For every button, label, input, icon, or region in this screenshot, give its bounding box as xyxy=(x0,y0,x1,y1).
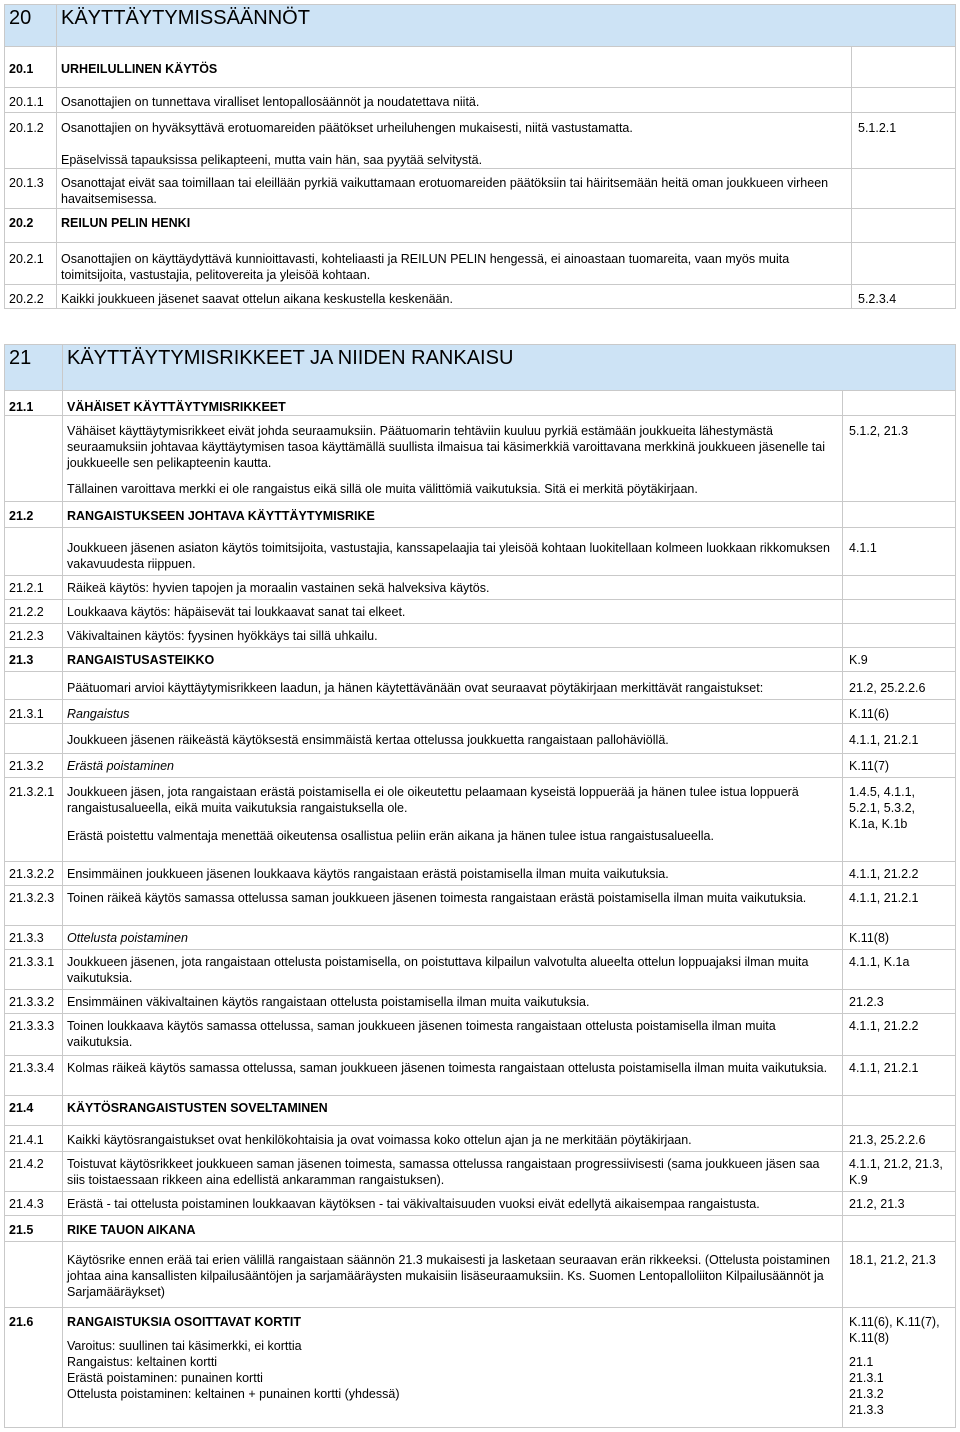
subsection-number: 21.1 xyxy=(5,391,63,416)
rule-number: 21.3.2.1 xyxy=(5,778,63,862)
rule-text xyxy=(63,1308,843,1428)
section-number: 20 xyxy=(5,5,57,47)
rule-reference: K.11(6) xyxy=(843,700,956,724)
rule-text-line: Vähäiset käyttäytymisrikkeet eivät johda seuraamuksiin. Päätuomarin tehtäviin kuuluu pyrkiä estämään joukkueita lähestymästä seuraamuksiin johtavaa käyttäytymisen tasoa käyttämällä suullista ilmaisua tai käsimerkkiä varoittavana merkkinä joukkueen jäsenelle tai joukkueelle sen pelikapteenin kautta. xyxy=(67,424,825,470)
rule-reference: 5.2.3.4 xyxy=(852,285,956,309)
rule-row xyxy=(5,169,956,209)
rule-reference-line: K.11(6), K.11(7), xyxy=(849,1315,940,1329)
rule-text: Käytösrike ennen erää tai erien välillä rangaistaan säännön 21.3 mukaisesti ja lasketaan seuraavan erän rikkeeksi. (Ottelusta poistaminen johtaa aina kansallisten kilpailusääntöjen ja sarjamääräysten mukaisiin lisäseuraamuksiin. Ks. Suomen Lentopalloliiton Kilpailusäännöt ja Sarjamääräykset) xyxy=(63,1242,843,1308)
section-title: KÄYTTÄYTYMISSÄÄNNÖT xyxy=(57,5,956,47)
rule-number: 21.4.2 xyxy=(5,1152,63,1192)
rule-text: Ensimmäinen väkivaltainen käytös rangaistaan ottelusta poistamisella ilman muita vaikutuksia. xyxy=(63,990,843,1014)
rule-reference-line: 21.1 xyxy=(849,1355,874,1369)
rule-row xyxy=(5,285,956,309)
rule-row xyxy=(5,672,956,700)
rule-text: Joukkueen jäsenen, jota rangaistaan ottelusta poistamisella, on poistuttava kilpailun valvotulta alueelta ottelun loppuajaksi ilman muita vaikutuksia. xyxy=(63,950,843,990)
rule-text: Päätuomari arvioi käyttäytymisrikkeen laadun, ja hänen käytettävänään ovat seuraavat pöytäkirjaan merkittävät rangaistukset: xyxy=(63,672,843,700)
rule-number: 21.3.2.3 xyxy=(5,886,63,926)
subsection-title: URHEILULLINEN KÄYTÖS xyxy=(57,47,852,88)
rule-row xyxy=(5,88,956,113)
rule-row xyxy=(5,1192,956,1216)
rule-reference xyxy=(843,1308,956,1428)
rule-text: Osanottajien on tunnettava viralliset lentopallosäännöt ja noudatettava niitä. xyxy=(57,88,852,113)
rule-number: 20.2.2 xyxy=(5,285,57,309)
rule-number: 21.3.3 xyxy=(5,926,63,950)
rule-row xyxy=(5,1152,956,1192)
rule-row xyxy=(5,113,956,169)
rule-number: 21.3.3.1 xyxy=(5,950,63,990)
rule-reference-line: 21.3.3 xyxy=(849,1403,884,1417)
rule-row xyxy=(5,754,956,778)
rule-row xyxy=(5,243,956,285)
rule-reference: 4.1.1, 21.2.2 xyxy=(843,862,956,886)
rule-row xyxy=(5,724,956,754)
rule-text: Ensimmäinen joukkueen jäsenen loukkaava käytös rangaistaan erästä poistamisella ilman muita vaikutuksia. xyxy=(63,862,843,886)
subsection-title: RANGAISTUSASTEIKKO xyxy=(63,648,843,672)
rule-text-line: Joukkueen jäsen, jota rangaistaan erästä poistamisella ei ole oikeutettu pelaamaan kyseistä loppuerää ja hänen tulee istua loppuerä rangaistusalueella, eikä muita vaikutuksia rangaistuksella ole. xyxy=(67,785,799,815)
rule-reference: 4.1.1, 21.2.1 xyxy=(843,1056,956,1096)
rule-number: 21.3.3.2 xyxy=(5,990,63,1014)
rule-title: Rangaistus xyxy=(63,700,843,724)
rule-row xyxy=(5,990,956,1014)
rule-number: 21.3.2.2 xyxy=(5,862,63,886)
rule-row xyxy=(5,528,956,576)
rule-number: 21.4.1 xyxy=(5,1126,63,1152)
rule-reference xyxy=(843,1152,956,1192)
rule-reference: 21.3, 25.2.2.6 xyxy=(843,1126,956,1152)
rule-row xyxy=(5,1014,956,1056)
rule-number: 20.1.3 xyxy=(5,169,57,209)
section-20-table xyxy=(4,4,956,309)
section-20-header xyxy=(5,5,956,47)
rule-row xyxy=(5,600,956,624)
rule-text: Toinen loukkaava käytös samassa ottelussa, saman joukkueen jäsenen toimesta rangaistaan ottelusta poistamisella ilman muita vaikutuksia. xyxy=(63,1014,843,1056)
rule-row xyxy=(5,950,956,990)
subsection-number: 20.1 xyxy=(5,47,57,88)
section-21-header xyxy=(5,345,956,391)
rule-row xyxy=(5,416,956,502)
rule-reference-line: 21.3.1 xyxy=(849,1371,884,1385)
rule-number: 20.1.2 xyxy=(5,113,57,169)
rule-text: Osanottajien on käyttäydyttävä kunnioittavasti, kohteliaasti ja REILUN PELIN hengessä, ei ainoastaan tuomareita, vaan myös muita toimitsijoita, vastustajia, pelitovereita ja yleisöä kohtaan. xyxy=(57,243,852,285)
card-line: Erästä poistaminen: punainen kortti xyxy=(67,1371,263,1385)
rule-number: 20.2.1 xyxy=(5,243,57,285)
rule-text: Joukkueen jäsenen asiaton käytös toimitsijoita, vastustajia, kanssapelaajia tai yleisöä kohtaan luokitellaan kolmeen luokkaan rikkomuksen vakavuudesta riippuen. xyxy=(63,528,843,576)
rule-text xyxy=(63,778,843,862)
rule-text-line: Tällainen varoittava merkki ei ole rangaistus eikä sillä ole muita välittömiä vaikutuksia. Sitä ei merkitä pöytäkirjaan. xyxy=(67,482,698,496)
rule-reference-line: 4.1.1, 21.2, 21.3, xyxy=(849,1157,943,1171)
rule-text: Räikeä käytös: hyvien tapojen ja moraalin vastainen sekä halveksiva käytös. xyxy=(63,576,843,600)
subsection-title: KÄYTÖSRANGAISTUSTEN SOVELTAMINEN xyxy=(63,1096,843,1126)
rule-reference: 4.1.1, 21.2.1 xyxy=(843,886,956,926)
rule-text: Toistuvat käytösrikkeet joukkueen saman jäsenen toimesta, samassa ottelussa rangaistaan progressiivisesti (sama joukkueen jäsen saa siis toistaessaan rikkeen aina edellistä ankaramman rangaistuksen). xyxy=(63,1152,843,1192)
rule-reference: K.9 xyxy=(843,648,956,672)
card-line: Rangaistus: keltainen kortti xyxy=(67,1355,218,1369)
rule-reference: K.11(8) xyxy=(843,926,956,950)
rule-text: Osanottajat eivät saa toimillaan tai eleillään pyrkiä vaikuttamaan erotuomareiden päätöksiin tai häiritsemään heitä oman joukkueen virheen havaitsemisessa. xyxy=(57,169,852,209)
rule-reference-line: K.1a, K.1b xyxy=(849,817,908,831)
rule-row xyxy=(5,624,956,648)
rule-text xyxy=(63,416,843,502)
rule-text: Väkivaltainen käytös: fyysinen hyökkäys tai sillä uhkailu. xyxy=(63,624,843,648)
rule-reference xyxy=(843,778,956,862)
subsection-number: 21.2 xyxy=(5,502,63,528)
rule-reference-line: 5.2.1, 5.3.2, xyxy=(849,801,916,815)
rule-title: Ottelusta poistaminen xyxy=(63,926,843,950)
rule-number: 21.2.1 xyxy=(5,576,63,600)
subsection-number: 21.5 xyxy=(5,1216,63,1242)
subsection-title: RANGAISTUKSEEN JOHTAVA KÄYTTÄYTYMISRIKE xyxy=(63,502,843,528)
rule-text-line: Osanottajien on hyväksyttävä erotuomareiden päätökset urheiluhengen mukaisesti, niitä vastustamatta. xyxy=(61,121,633,135)
rule-number: 21.3.1 xyxy=(5,700,63,724)
rule-row xyxy=(5,1056,956,1096)
section-number: 21 xyxy=(5,345,63,391)
rule-reference: 21.2, 25.2.2.6 xyxy=(843,672,956,700)
rule-row xyxy=(5,576,956,600)
subsection-title: RIKE TAUON AIKANA xyxy=(63,1216,843,1242)
rule-reference: 5.1.2.1 xyxy=(852,113,956,169)
subsection-number: 21.3 xyxy=(5,648,63,672)
rule-reference: 5.1.2, 21.3 xyxy=(843,416,956,502)
rule-number: 21.3.3.3 xyxy=(5,1014,63,1056)
rule-reference: 21.2, 21.3 xyxy=(843,1192,956,1216)
rule-text: Kaikki joukkueen jäsenet saavat ottelun aikana keskustella keskenään. xyxy=(57,285,852,309)
rule-reference: K.11(7) xyxy=(843,754,956,778)
subsection-title: REILUN PELIN HENKI xyxy=(57,209,852,243)
rule-text: Kolmas räikeä käytös samassa ottelussa, saman joukkueen jäsenen toimesta rangaistaan ottelusta poistamisella ilman muita vaikutuksia. xyxy=(63,1056,843,1096)
rule-text: Kaikki käytösrangaistukset ovat henkilökohtaisia ja ovat voimassa koko ottelun ajan ja ne merkitään pöytäkirjaan. xyxy=(63,1126,843,1152)
rule-number: 21.2.2 xyxy=(5,600,63,624)
rule-row xyxy=(5,778,956,862)
rule-reference: 4.1.1, K.1a xyxy=(843,950,956,990)
rule-text: Erästä - tai ottelusta poistaminen loukkaavan käytöksen - tai väkivaltaisuuden vuoksi eivät edellytä aikaisempaa rangaistusta. xyxy=(63,1192,843,1216)
rule-reference-line: 1.4.5, 4.1.1, xyxy=(849,785,916,799)
rule-text: Joukkueen jäsenen räikeästä käytöksestä ensimmäistä kertaa ottelussa joukkuetta rangaistaan pallohäviöllä. xyxy=(63,724,843,754)
rule-text-line: Epäselvissä tapauksissa pelikapteeni, mutta vain hän, saa pyytää selvitystä. xyxy=(61,153,483,167)
subsection-title: VÄHÄISET KÄYTTÄYTYMISRIKKEET xyxy=(63,391,843,416)
rule-number: 21.3.3.4 xyxy=(5,1056,63,1096)
subsection-number: 21.6 xyxy=(5,1308,63,1428)
rule-reference: 21.2.3 xyxy=(843,990,956,1014)
rule-reference: 18.1, 21.2, 21.3 xyxy=(843,1242,956,1308)
rule-row xyxy=(5,1308,956,1428)
rule-reference: 4.1.1, 21.2.1 xyxy=(843,724,956,754)
rule-reference-line: K.11(8) xyxy=(849,1331,890,1345)
rule-title: Erästä poistaminen xyxy=(63,754,843,778)
card-line: Varoitus: suullinen tai käsimerkki, ei korttia xyxy=(67,1339,302,1353)
rule-text: Toinen räikeä käytös samassa ottelussa saman joukkueen jäsenen toimesta rangaistaan erästä poistamisella ilman muita vaikutuksia. xyxy=(63,886,843,926)
rule-number: 21.2.3 xyxy=(5,624,63,648)
rule-row xyxy=(5,862,956,886)
subsection-number: 21.4 xyxy=(5,1096,63,1126)
rule-reference-line: 21.3.2 xyxy=(849,1387,884,1401)
rule-number: 21.3.2 xyxy=(5,754,63,778)
rule-text xyxy=(57,113,852,169)
section-21-table xyxy=(4,344,956,1428)
rule-text-line: Erästä poistettu valmentaja menettää oikeutensa osallistua peliin erän aikana ja hänen tulee istua rangaistusalueella. xyxy=(67,829,714,843)
subsection-number: 20.2 xyxy=(5,209,57,243)
card-line: Ottelusta poistaminen: keltainen + punainen kortti (yhdessä) xyxy=(67,1387,400,1401)
rule-row xyxy=(5,1126,956,1152)
section-title: KÄYTTÄYTYMISRIKKEET JA NIIDEN RANKAISU xyxy=(63,345,956,391)
rule-reference-line: K.9 xyxy=(849,1173,868,1187)
rule-text: Loukkaava käytös: häpäisevät tai loukkaavat sanat tai elkeet. xyxy=(63,600,843,624)
rule-number: 21.4.3 xyxy=(5,1192,63,1216)
subsection-title: RANGAISTUKSIA OSOITTAVAT KORTIT xyxy=(67,1315,302,1329)
rule-reference: 4.1.1 xyxy=(843,528,956,576)
rule-reference: 4.1.1, 21.2.2 xyxy=(843,1014,956,1056)
rule-row xyxy=(5,886,956,926)
rule-row xyxy=(5,926,956,950)
rule-row xyxy=(5,700,956,724)
rule-row xyxy=(5,1242,956,1308)
rule-number: 20.1.1 xyxy=(5,88,57,113)
